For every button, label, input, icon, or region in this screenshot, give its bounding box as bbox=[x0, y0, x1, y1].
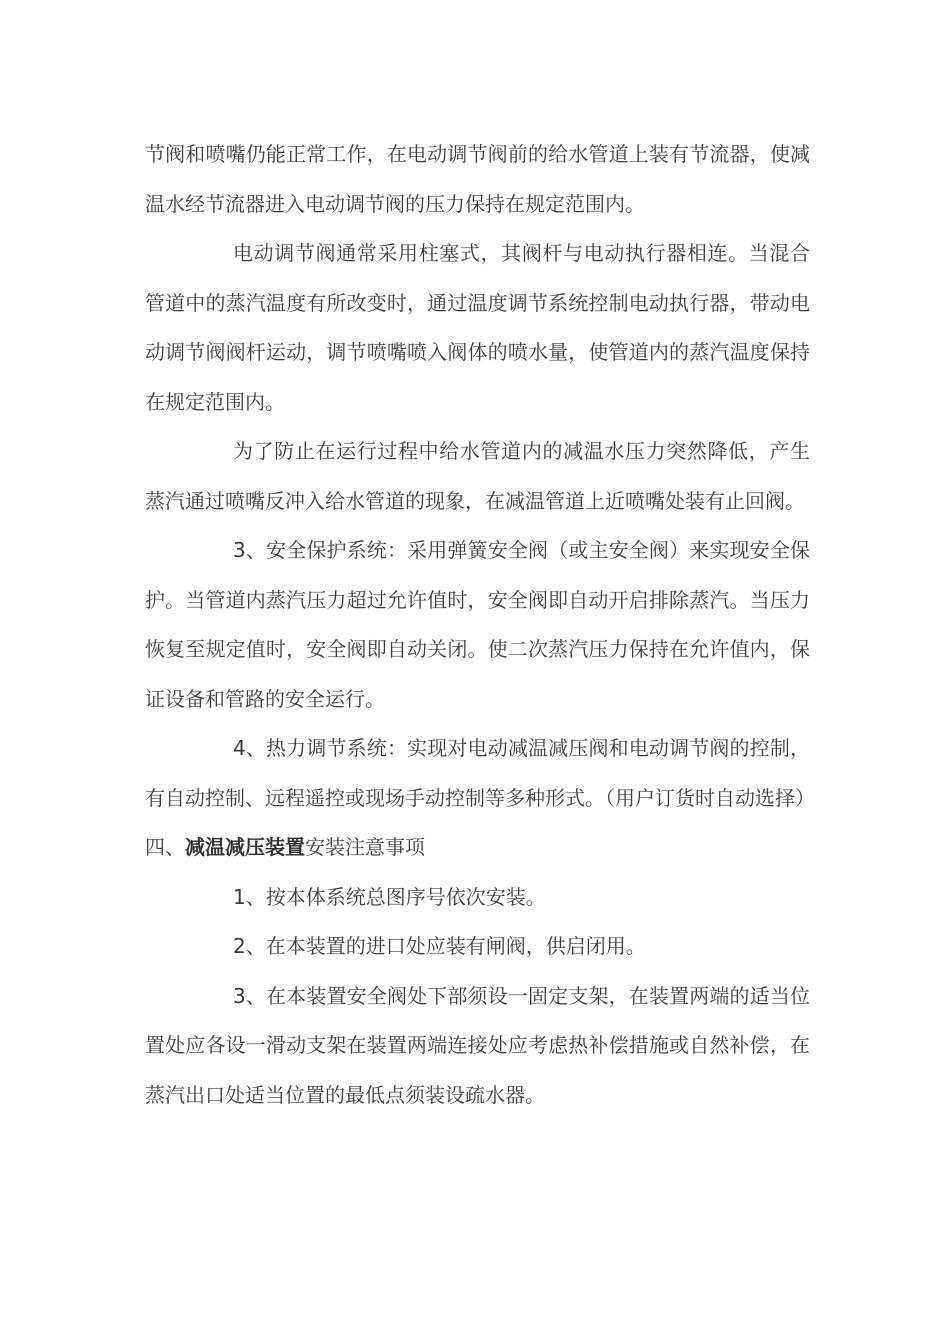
section-heading-bold: 减温减压装置 bbox=[185, 835, 305, 859]
paragraph-4: 3、安全保护系统：采用弹簧安全阀（或主安全阀）来实现安全保护。当管道内蒸汽压力超过允许值时，安全阀即自动开启排除蒸汽。当压力恢复至规定值时，安全阀即自动关闭。使二次蒸汽压力保持在允许值内，保证设备和管路的安全运行。 bbox=[145, 538, 810, 711]
section-heading bbox=[145, 823, 810, 873]
paragraph-5: 4、热力调节系统：实现对电动减温减压阀和电动调节阀的控制，有自动控制、远程遥控或现场手动控制等多种形式。（用户订货时自动选择） bbox=[145, 736, 815, 810]
paragraph-1: 节阀和喷嘴仍能正常工作，在电动调节阀前的给水管道上装有节流器，使减温水经节流器进入电动调节阀的压力保持在规定范围内。 bbox=[145, 142, 810, 216]
paragraph-3: 为了防止在运行过程中给水管道内的减温水压力突然降低，产生蒸汽通过喷嘴反冲入给水管道的现象，在减温管道上近喷嘴处装有止回阀。 bbox=[145, 439, 810, 513]
list-item-3: 3、在本装置安全阀处下部须设一固定支架，在装置两端的适当位置处应各设一滑动支架在装置两端连接处应考虑热补偿措施或自然补偿，在蒸汽出口处适当位置的最低点须装设疏水器。 bbox=[145, 983, 810, 1107]
section-heading-suffix: 安装注意事项 bbox=[305, 835, 425, 859]
section-heading-prefix: 四、 bbox=[145, 835, 185, 859]
list-item-2: 2、在本装置的进口处应装有闸阀，供启闭用。 bbox=[233, 934, 646, 958]
list-item-1: 1、按本体系统总图序号依次安装。 bbox=[233, 884, 546, 909]
paragraph-2: 电动调节阀通常采用柱塞式，其阀杆与电动执行器相连。当混合管道中的蒸汽温度有所改变时，通过温度调节系统控制电动执行器，带动电动调节阀阀杆运动，调节喷嘴喷入阀体的喷水量，使管道内的蒸汽温度保持在规定范围内。 bbox=[145, 241, 810, 414]
document-body bbox=[145, 130, 815, 1120]
